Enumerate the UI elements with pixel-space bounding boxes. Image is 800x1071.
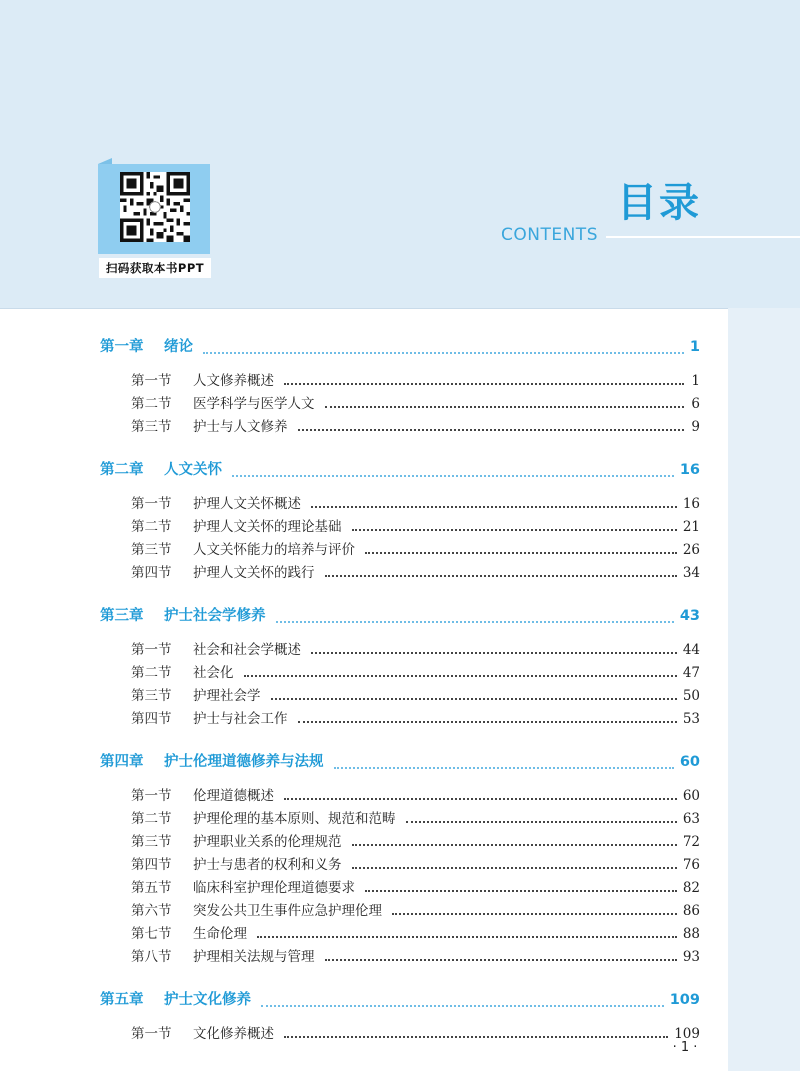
chapter-title: 护士文化修养 xyxy=(164,992,251,1008)
dot-leader xyxy=(257,936,677,938)
dot-leader xyxy=(271,698,677,700)
toc-section-entry[interactable] xyxy=(100,393,700,416)
toc-page-number: 60 xyxy=(682,788,700,804)
toc-entry-label xyxy=(131,808,396,831)
dot-leader xyxy=(284,798,677,800)
toc-section-entry[interactable] xyxy=(100,416,700,439)
chapter-number: 第一章 xyxy=(100,339,144,355)
toc-page-number: 1 xyxy=(689,339,700,355)
toc-section-entry[interactable] xyxy=(100,900,700,923)
toc-entry-label xyxy=(100,455,222,485)
toc-page-number: 86 xyxy=(682,903,700,919)
toc-section-entry[interactable] xyxy=(100,785,700,808)
toc-section-entry[interactable] xyxy=(100,854,700,877)
toc-entry-label xyxy=(131,416,288,439)
toc-section-entry[interactable] xyxy=(100,946,700,969)
toc-page-number: 53 xyxy=(682,711,700,727)
section-title: 护理人文关怀的理论基础 xyxy=(193,519,342,535)
toc-page-number: 47 xyxy=(682,665,700,681)
toc-chapter-entry[interactable] xyxy=(100,747,700,777)
toc-page-number: 88 xyxy=(682,926,700,942)
table-of-contents xyxy=(100,332,700,1046)
toc-entry-label xyxy=(131,708,288,731)
dot-leader xyxy=(232,475,674,477)
toc-section-entry[interactable] xyxy=(100,662,700,685)
section-title: 护理相关法规与管理 xyxy=(193,949,315,965)
title-rule xyxy=(606,236,800,238)
toc-chapter-entry[interactable] xyxy=(100,455,700,485)
toc-section-entry[interactable] xyxy=(100,708,700,731)
toc-page-number: 60 xyxy=(679,754,700,770)
toc-section-entry[interactable] xyxy=(100,539,700,562)
toc-page-number: 50 xyxy=(682,688,700,704)
toc-page-number: 82 xyxy=(682,880,700,896)
toc-section-entry[interactable] xyxy=(100,562,700,585)
dot-leader xyxy=(298,429,685,431)
dot-leader xyxy=(325,406,685,408)
section-number: 第三节 xyxy=(131,834,172,850)
toc-entry-label xyxy=(100,747,324,777)
toc-chapter-entry[interactable] xyxy=(100,332,700,362)
section-number: 第四节 xyxy=(131,711,172,727)
dot-leader xyxy=(284,1036,668,1038)
section-title: 人文修养概述 xyxy=(193,373,274,389)
section-number: 第一节 xyxy=(131,1026,172,1042)
toc-page-number: 16 xyxy=(679,462,700,478)
toc-entry-label xyxy=(131,923,247,946)
dot-leader xyxy=(276,621,674,623)
toc-section-entry[interactable] xyxy=(100,808,700,831)
toc-entry-label xyxy=(131,685,261,708)
toc-page-number: 72 xyxy=(682,834,700,850)
toc-page-number: 1 xyxy=(691,373,700,389)
section-title: 突发公共卫生事件应急护理伦理 xyxy=(193,903,382,919)
toc-entry-label xyxy=(131,877,355,900)
toc-section-entry[interactable] xyxy=(100,639,700,662)
section-number: 第二节 xyxy=(131,519,172,535)
section-number: 第一节 xyxy=(131,788,172,804)
section-title: 临床科室护理伦理道德要求 xyxy=(193,880,355,896)
chapter-title: 护士社会学修养 xyxy=(164,608,266,624)
toc-chapter-entry[interactable] xyxy=(100,985,700,1015)
dot-leader xyxy=(365,890,677,892)
toc-entry-label xyxy=(131,900,382,923)
chapter-title: 护士伦理道德修养与法规 xyxy=(164,754,324,770)
toc-section-entry[interactable] xyxy=(100,516,700,539)
section-number: 第七节 xyxy=(131,926,172,942)
toc-entry-label xyxy=(131,946,315,969)
page-number: · 1 · xyxy=(672,1040,698,1055)
toc-page-number: 21 xyxy=(682,519,700,535)
toc-page-number: 9 xyxy=(691,419,700,435)
section-number: 第一节 xyxy=(131,496,172,512)
section-title: 护理社会学 xyxy=(193,688,261,704)
dot-leader xyxy=(325,575,677,577)
section-number: 第三节 xyxy=(131,688,172,704)
dot-leader xyxy=(334,767,674,769)
section-title: 护士与患者的权利和义务 xyxy=(193,857,342,873)
section-title: 护理人文关怀的践行 xyxy=(193,565,315,581)
dot-leader xyxy=(203,352,684,354)
dot-leader xyxy=(298,721,677,723)
toc-entry-label xyxy=(131,393,315,416)
section-number: 第二节 xyxy=(131,811,172,827)
page-subtitle: CONTENTS xyxy=(501,225,598,245)
toc-entry-label xyxy=(131,1023,274,1046)
toc-page-number: 34 xyxy=(682,565,700,581)
right-margin-band xyxy=(728,308,800,1071)
toc-section-entry[interactable] xyxy=(100,685,700,708)
toc-entry-label xyxy=(131,785,274,808)
chapter-number: 第五章 xyxy=(100,992,144,1008)
toc-entry-label xyxy=(100,601,266,631)
toc-entry-label xyxy=(131,639,301,662)
toc-chapter-entry[interactable] xyxy=(100,601,700,631)
dot-leader xyxy=(352,529,677,531)
dot-leader xyxy=(311,652,677,654)
toc-entry-label xyxy=(131,562,315,585)
toc-section-entry[interactable] xyxy=(100,831,700,854)
section-title: 社会化 xyxy=(193,665,234,681)
section-number: 第六节 xyxy=(131,903,172,919)
section-title: 护士与社会工作 xyxy=(193,711,288,727)
toc-section-entry[interactable] xyxy=(100,923,700,946)
toc-entry-label xyxy=(131,539,355,562)
toc-section-entry[interactable] xyxy=(100,877,700,900)
section-number: 第一节 xyxy=(131,642,172,658)
dot-leader xyxy=(365,552,677,554)
section-number: 第四节 xyxy=(131,565,172,581)
toc-page-number: 44 xyxy=(682,642,700,658)
section-title: 护理伦理的基本原则、规范和范畴 xyxy=(193,811,396,827)
dot-leader xyxy=(352,867,677,869)
section-number: 第二节 xyxy=(131,396,172,412)
chapter-title: 绪论 xyxy=(164,339,193,355)
section-title: 社会和社会学概述 xyxy=(193,642,301,658)
toc-page-number: 26 xyxy=(682,542,700,558)
chapter-number: 第二章 xyxy=(100,462,144,478)
section-number: 第四节 xyxy=(131,857,172,873)
dot-leader xyxy=(392,913,677,915)
toc-entry-label xyxy=(131,516,342,539)
toc-entry-label xyxy=(131,831,342,854)
qr-caption: 扫码获取本书PPT xyxy=(99,258,211,278)
qr-code-icon[interactable] xyxy=(120,172,190,242)
section-title: 护理人文关怀概述 xyxy=(193,496,301,512)
toc-page-number: 109 xyxy=(669,992,700,1008)
toc-page-number: 6 xyxy=(691,396,700,412)
section-title: 人文关怀能力的培养与评价 xyxy=(193,542,355,558)
toc-page-number: 16 xyxy=(682,496,700,512)
section-number: 第二节 xyxy=(131,665,172,681)
section-number: 第一节 xyxy=(131,373,172,389)
dot-leader xyxy=(406,821,677,823)
toc-section-entry[interactable] xyxy=(100,370,700,393)
dot-leader xyxy=(261,1005,664,1007)
toc-page-number: 93 xyxy=(682,949,700,965)
chapter-number: 第四章 xyxy=(100,754,144,770)
chapter-number: 第三章 xyxy=(100,608,144,624)
section-title: 护士与人文修养 xyxy=(193,419,288,435)
section-number: 第三节 xyxy=(131,419,172,435)
page-title: 目录 xyxy=(617,180,701,226)
section-number: 第五节 xyxy=(131,880,172,896)
section-title: 医学科学与医学人文 xyxy=(193,396,315,412)
toc-entry-label xyxy=(100,332,193,362)
section-title: 文化修养概述 xyxy=(193,1026,274,1042)
toc-section-entry[interactable] xyxy=(100,493,700,516)
toc-entry-label xyxy=(131,493,301,516)
dot-leader xyxy=(284,383,684,385)
toc-section-entry[interactable] xyxy=(100,1023,700,1046)
dot-leader xyxy=(244,675,677,677)
toc-page-number: 109 xyxy=(674,1026,700,1042)
section-number: 第三节 xyxy=(131,542,172,558)
toc-entry-label xyxy=(131,854,342,877)
dot-leader xyxy=(352,844,677,846)
toc-page-number: 43 xyxy=(679,608,700,624)
chapter-title: 人文关怀 xyxy=(164,462,222,478)
toc-entry-label xyxy=(131,662,234,685)
toc-entry-label xyxy=(100,985,251,1015)
section-title: 护理职业关系的伦理规范 xyxy=(193,834,342,850)
section-title: 伦理道德概述 xyxy=(193,788,274,804)
toc-page-number: 76 xyxy=(682,857,700,873)
toc-page-number: 63 xyxy=(682,811,700,827)
section-title: 生命伦理 xyxy=(193,926,247,942)
dot-leader xyxy=(311,506,677,508)
dot-leader xyxy=(325,959,677,961)
section-number: 第八节 xyxy=(131,949,172,965)
toc-entry-label xyxy=(131,370,274,393)
